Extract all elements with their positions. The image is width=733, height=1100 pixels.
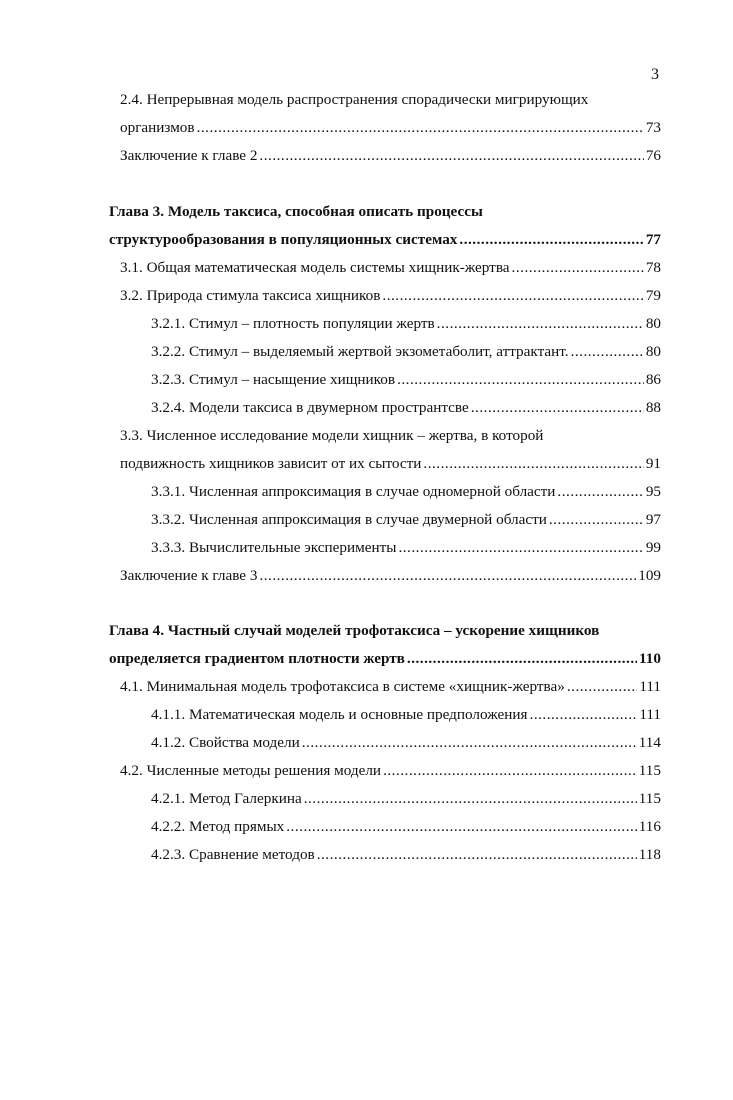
toc-entry-page: 116 bbox=[638, 818, 661, 835]
toc-entry-title: 2.4. Непрерывная модель распространения спорадически мигрирующих bbox=[120, 91, 589, 108]
toc-entry-conclusion-3 bbox=[120, 566, 661, 586]
toc-entry-title: 4.1.2. Свойства модели bbox=[151, 734, 300, 751]
page-number: 3 bbox=[651, 66, 659, 83]
toc-entry-4-2 bbox=[120, 761, 661, 781]
toc-entry-3-1 bbox=[120, 258, 661, 278]
toc-entry-page: 111 bbox=[639, 678, 661, 695]
toc-entry-2-4-line2 bbox=[120, 118, 661, 138]
toc-leader-dots bbox=[382, 286, 643, 306]
toc-chapter-4-line2 bbox=[109, 649, 661, 669]
toc-entry-3-2-3 bbox=[151, 370, 661, 390]
toc-entry-3-3-3 bbox=[151, 538, 661, 558]
toc-entry-title: 3.2.4. Модели таксиса в двумерном пространтсве bbox=[151, 399, 469, 416]
toc-entry-title: 4.2.3. Сравнение методов bbox=[151, 846, 315, 863]
toc-entry-title: организмов bbox=[120, 119, 195, 136]
toc-entry-3-3-1 bbox=[151, 482, 661, 502]
toc-leader-dots bbox=[304, 789, 637, 809]
toc-entry-title: Глава 3. Модель таксиса, способная описать процессы bbox=[109, 203, 483, 220]
toc-entry-page: 86 bbox=[645, 371, 661, 388]
toc-leader-dots bbox=[286, 817, 637, 837]
toc-leader-dots bbox=[302, 733, 637, 753]
toc-chapter-3-line1 bbox=[109, 202, 483, 222]
toc-entry-page: 97 bbox=[645, 511, 661, 528]
toc-entry-page: 114 bbox=[638, 734, 661, 751]
toc-entry-page: 118 bbox=[638, 846, 661, 863]
toc-entry-conclusion-2 bbox=[120, 146, 661, 166]
toc-entry-4-2-2 bbox=[151, 817, 661, 837]
toc-leader-dots bbox=[397, 370, 644, 390]
toc-leader-dots bbox=[407, 649, 637, 669]
toc-entry-title: 3.1. Общая математическая модель системы хищник-жертва bbox=[120, 259, 510, 276]
toc-leader-dots bbox=[398, 538, 643, 558]
toc-entry-3-3-line1 bbox=[120, 426, 543, 446]
toc-entry-title: 3.3.1. Численная аппроксимация в случае одномерной области bbox=[151, 483, 556, 500]
toc-entry-3-2-2 bbox=[151, 342, 661, 362]
toc-entry-title: определяется градиентом плотности жертв bbox=[109, 650, 405, 667]
toc-entry-page: 109 bbox=[638, 567, 661, 584]
toc-entry-3-2-4 bbox=[151, 398, 661, 418]
toc-entry-3-3-2 bbox=[151, 510, 661, 530]
toc-entry-title: Заключение к главе 2 bbox=[120, 147, 258, 164]
toc-leader-dots bbox=[512, 258, 644, 278]
toc-leader-dots bbox=[549, 510, 644, 530]
toc-chapter-3-line2 bbox=[109, 230, 661, 250]
toc-entry-4-1-1 bbox=[151, 705, 661, 725]
toc-entry-3-2 bbox=[120, 286, 661, 306]
toc-entry-title: 4.1.1. Математическая модель и основные предположения bbox=[151, 706, 528, 723]
toc-entry-title: 4.1. Минимальная модель трофотаксиса в системе «хищник-жертва» bbox=[120, 678, 565, 695]
toc-leader-dots bbox=[197, 118, 644, 138]
toc-leader-dots bbox=[471, 398, 644, 418]
toc-entry-title: Глава 4. Частный случай моделей трофотаксиса – ускорение хищников bbox=[109, 622, 600, 639]
toc-entry-title: 3.2. Природа стимула таксиса хищников bbox=[120, 287, 381, 304]
toc-leader-dots bbox=[530, 705, 638, 725]
toc-entry-page: 115 bbox=[638, 762, 661, 779]
toc-entry-page: 79 bbox=[645, 287, 661, 304]
toc-leader-dots bbox=[567, 677, 637, 697]
toc-entry-title: 3.3. Численное исследование модели хищник – жертва, в которой bbox=[120, 427, 544, 444]
toc-entry-title: 3.3.3. Вычислительные эксперименты bbox=[151, 539, 397, 556]
toc-entry-page: 110 bbox=[639, 650, 661, 667]
toc-leader-dots bbox=[571, 342, 644, 362]
toc-entry-page: 111 bbox=[639, 706, 661, 723]
toc-entry-title: 4.2. Численные методы решения модели bbox=[120, 762, 382, 779]
toc-entry-3-2-1 bbox=[151, 314, 661, 334]
toc-entry-page: 80 bbox=[645, 315, 661, 332]
toc-entry-page: 76 bbox=[645, 147, 661, 164]
toc-entry-2-4-line1 bbox=[120, 90, 588, 110]
toc-entry-page: 115 bbox=[638, 790, 661, 807]
toc-entry-title: 3.3.2. Численная аппроксимация в случае двумерной области bbox=[151, 511, 547, 528]
toc-leader-dots bbox=[317, 845, 637, 865]
toc-entry-title: 4.2.1. Метод Галеркина bbox=[151, 790, 302, 807]
toc-entry-page: 80 bbox=[645, 343, 661, 360]
toc-entry-page: 95 bbox=[645, 483, 661, 500]
toc-entry-page: 99 bbox=[645, 539, 661, 556]
toc-leader-dots bbox=[423, 454, 643, 474]
toc-leader-dots bbox=[259, 146, 643, 166]
toc-entry-page: 73 bbox=[645, 119, 661, 136]
toc-entry-title: Заключение к главе 3 bbox=[120, 567, 258, 584]
toc-entry-4-2-3 bbox=[151, 845, 661, 865]
toc-leader-dots bbox=[459, 230, 643, 250]
toc-chapter-4-line1 bbox=[109, 621, 599, 641]
toc-entry-title: 4.2.2. Метод прямых bbox=[151, 818, 285, 835]
toc-entry-title: 3.2.1. Стимул – плотность популяции жертв bbox=[151, 315, 435, 332]
toc-entry-page: 88 bbox=[645, 399, 661, 416]
toc-entry-title: структурообразования в популяционных системах bbox=[109, 231, 458, 248]
toc-entry-4-2-1 bbox=[151, 789, 661, 809]
toc-leader-dots bbox=[557, 482, 643, 502]
toc-entry-4-1 bbox=[120, 677, 661, 697]
toc-entry-title: 3.2.3. Стимул – насыщение хищников bbox=[151, 371, 396, 388]
toc-entry-page: 78 bbox=[645, 259, 661, 276]
toc-entry-4-1-2 bbox=[151, 733, 661, 753]
toc-entry-page: 91 bbox=[645, 455, 661, 472]
toc-entry-title: подвижность хищников зависит от их сытости bbox=[120, 455, 422, 472]
toc-leader-dots bbox=[383, 761, 637, 781]
toc-entry-3-3-line2 bbox=[120, 454, 661, 474]
toc-entry-title: 3.2.2. Стимул – выделяемый жертвой экзометаболит, аттрактант. bbox=[151, 343, 569, 360]
toc-leader-dots bbox=[437, 314, 644, 334]
toc-entry-page: 77 bbox=[645, 231, 661, 248]
toc-leader-dots bbox=[259, 566, 636, 586]
